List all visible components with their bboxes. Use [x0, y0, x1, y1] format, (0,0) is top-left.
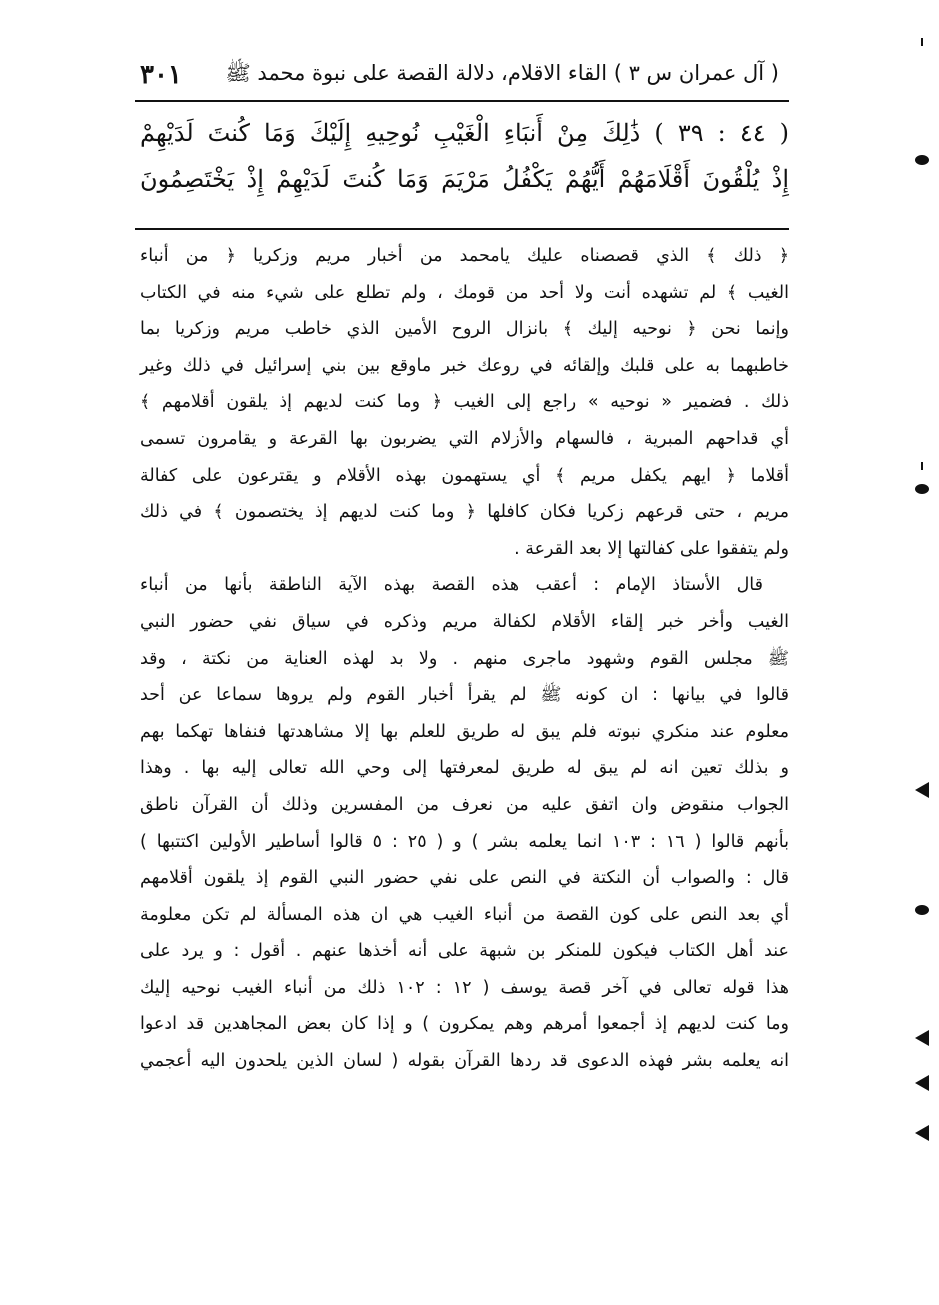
text-line: انه يعلمه بشر فهذه الدعوى قد ردها القرآن بقوله ( لسان الذين يلحدون اليه أعجمي — [140, 1051, 789, 1072]
text-line: ولم يتفقوا على كفالتها إلا بعد القرعة . — [514, 538, 789, 559]
text-line: قال الأستاذ الإمام : أعقب هذه القصة بهذه الآية الناطقة بأنها من أنباء — [140, 575, 763, 596]
text-line: ﷺ مجلس القوم وشهود ماجرى منهم . ولا بد لهذه العناية من نكتة ، وقد — [140, 648, 789, 669]
verse-line: ( ٤٤ : ٣٩ ) ذَٰلِكَ مِنْ أَنبَاءِ الْغَيْبِ نُوحِيهِ إِلَيْكَ وَمَا كُنتَ لَدَيْهِمْ — [140, 119, 790, 147]
quran-verse — [140, 110, 789, 202]
text-line: ﴿ ذلك ﴾ الذي قصصناه عليك يامحمد من أخبار مريم وزكريا ﴿ من أنباء — [140, 246, 789, 266]
text-line: بأنهم قالوا ( ١٦ : ١٠٣ انما يعلمه بشر ) و ( ٢٥ : ٥ قالوا أساطير الأولين اكتتبها ) — [140, 831, 789, 852]
commentary-paragraph — [140, 238, 789, 567]
text-line: عند أهل الكتاب فيكون للمنكر بن شبهة على أنه أخذها عنهم . أقول : و يرد على — [140, 941, 789, 962]
text-line: الغيب وأخر خبر إلقاء الأقلام لكفالة مريم وذكره في سياق نفي حضور النبي — [140, 611, 789, 632]
scan-speck — [915, 905, 929, 915]
text-line: ذلك . فضمير « نوحيه » راجع إلى الغيب ﴿ وما كنت لديهم إذ يلقون أقلامهم ﴾ — [140, 392, 789, 413]
text-line: قال : والصواب أن النكتة في النص على نفي حضور النبي القوم إذ يلقون أقلامهم — [140, 868, 789, 889]
running-head: ( آل عمران س ٣ ) القاء الاقلام، دلالة القصة على نبوة محمد ﷺ — [225, 60, 779, 85]
text-line: و بذلك تعين انه لم يبق له طريق لمعرفتها إلى وحي الله تعالى إليه بها . وهذا — [140, 758, 789, 779]
text-line: أي بعد النص على كون القصة من أنباء الغيب هي ان هذه المسألة لم تكن معلومة — [140, 904, 789, 925]
header-rule — [135, 100, 789, 102]
verse-line: إِذْ يُلْقُونَ أَقْلَامَهُمْ أَيُّهُمْ يَكْفُلُ مَرْيَمَ وَمَا كُنتَ لَدَيْهِمْ إِذْ يَخْتَصِمُونَ — [140, 165, 789, 193]
text-line: أي قداحهم المبرية ، فالسهام والأزلام التي يضربون بها القرعة و يقامرون تسمى — [140, 428, 789, 449]
scan-speck — [915, 484, 929, 494]
text-line: قالوا في بيانها : ان كونه ﷺ لم يقرأ أخبار القوم ولم يروها سماعا عن أحد — [140, 685, 789, 706]
commentary-paragraph — [140, 567, 789, 1079]
commentary-text — [140, 238, 789, 1080]
text-line: هذا قوله تعالى في آخر قصة يوسف ( ١٢ : ١٠٢ ذلك من أنباء الغيب نوحيه إليك — [140, 977, 789, 998]
scan-tick — [921, 462, 923, 470]
scan-speck — [915, 1030, 929, 1046]
page-header — [140, 58, 779, 92]
text-line: خاطبهما به على قلبك وإلقائه في روعك خبر ماوقع بين بني إسرائيل في ذلك وغير — [140, 355, 789, 376]
text-line: مريم ، حتى قرعهم زكريا فكان كافلها ﴿ وما كنت لديهم إذ يختصمون ﴾ في ذلك — [140, 502, 789, 523]
scan-speck — [915, 1075, 929, 1091]
verse-rule — [135, 228, 789, 230]
scan-speck — [915, 1125, 929, 1141]
text-line: معلوم عند منكري نبوته فلم يبق له طريق للعلم بها إلا مشاهدتها فنفاها تهكما بهم — [140, 721, 789, 742]
page-number: ٣٠١ — [140, 60, 182, 90]
text-line: أقلاما ﴿ ايهم يكفل مريم ﴾ أي يستهمون بهذه الأقلام و يقترعون على كفالة — [140, 465, 789, 486]
text-line: وإنما نحن ﴿ نوحيه إليك ﴾ بانزال الروح الأمين الذي خاطب مريم وزكريا بما — [140, 319, 789, 340]
text-line: الغيب ﴾ لم تشهده أنت ولا أحد من قومك ، ولم تطلع على شيء منه في الكتاب — [140, 282, 789, 303]
scan-speck — [915, 155, 929, 165]
text-line: الجواب منقوض وان اتفق عليه من نعرف من المفسرين وذلك أن القرآن ناطق — [140, 794, 789, 815]
text-line: وما كنت لديهم إذ أجمعوا أمرهم وهم يمكرون ) و إذا كان بعض المجاهدين قد ادعوا — [140, 1014, 789, 1035]
scan-edge-marks — [899, 0, 939, 1305]
scan-speck — [915, 782, 929, 798]
scan-tick — [921, 38, 923, 46]
